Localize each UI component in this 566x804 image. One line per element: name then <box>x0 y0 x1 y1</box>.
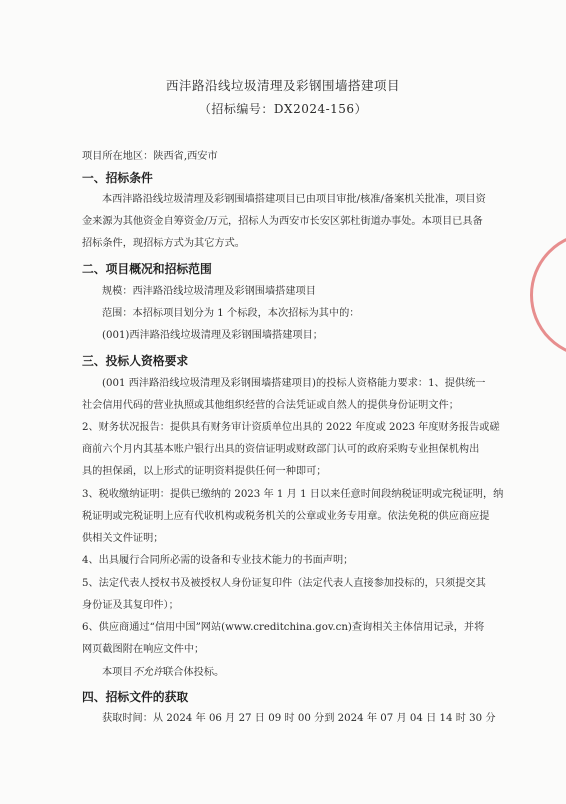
section-1-line: 本西沣路沿线垃圾清理及彩钢围墙搭建项目已由项目审批/核准/备案机关批准，项目资 <box>102 194 486 205</box>
section-1-line: 招标条件，现招标方式为其它方式。 <box>82 238 245 249</box>
document-title: 西沣路沿线垃圾清理及彩钢围墙搭建项目 <box>165 78 400 93</box>
section-3-line: 2、财务状况报告：提供具有财务审计资质单位出具的 2022 年度或 2023 年度财务报告或磋 <box>82 422 500 433</box>
tender-code: （招标编号：DX2024-156） <box>198 102 368 116</box>
section-3-line: 3、税收缴纳证明：提供已缴纳的 2023 年 1 月 1 日以来任意时间段纳税证明或完税证明，纳 <box>82 489 504 500</box>
section-3-line: 网页截图附在响应文件中； <box>82 644 205 655</box>
section-3-line: 社会信用代码的营业执照或其他组织经营的合法凭证或自然人的提供身份证明文件； <box>82 400 459 411</box>
official-seal <box>530 232 566 358</box>
section-heading-4: 四、招标文件的获取 <box>82 690 189 704</box>
section-heading-2: 二、项目概况和招标范围 <box>82 262 212 276</box>
section-3-line: 身份证及其复印件）； <box>82 600 179 611</box>
section-3-line: 5、法定代表人授权书及被授权人身份证复印件（法定代表人直接参加投标的，只须提交其 <box>82 578 486 589</box>
section-3-line: 具的担保函，以上形式的证明资料提供任何一种即可； <box>82 466 327 477</box>
consortium-prefix: 本项目 <box>102 667 133 678</box>
section-2-line: 范围：本招标项目划分为 1 个标段，本次招标为其中的： <box>102 308 360 319</box>
section-3-line: 6、供应商通过“信用中国”网站(www.creditchina.gov.cn)查询相关主体信用记录，并将 <box>82 622 485 633</box>
section-4-line: 获取时间：从 2024 年 06 月 27 日 09 时 00 分到 2024 年 07 月 04 日 14 时 30 分 <box>102 713 496 724</box>
section-3-line: (001 西沣路沿线垃圾清理及彩钢围墙搭建项目)的投标人资格能力要求：1、提供统一 <box>102 378 486 389</box>
section-2-line: (001)西沣路沿线垃圾清理及彩钢围墙搭建项目； <box>102 330 323 341</box>
section-1-line: 金来源为其他资金自筹资金/万元，招标人为西安市长安区郭杜街道办事处。本项目已具备 <box>82 216 483 227</box>
section-3-line: 税证明或完税证明上应有代收机构或税务机关的公章或业务专用章。依法免税的供应商应提 <box>82 511 490 522</box>
project-location: 项目所在地区：陕西省,西安市 <box>82 151 218 162</box>
consortium-emphasis: 不允许 <box>132 667 164 678</box>
section-heading-3: 三、投标人资格要求 <box>82 354 189 368</box>
section-3-line: 供相关文件证明； <box>82 533 164 544</box>
consortium-statement <box>102 666 224 680</box>
section-3-line: 商前六个月内其基本账户银行出具的资信证明或财政部门认可的政府采购专业担保机构出 <box>82 444 480 455</box>
section-2-line: 规模：西沣路沿线垃圾清理及彩钢围墙搭建项目 <box>102 286 316 297</box>
consortium-suffix: 联合体投标。 <box>163 667 225 678</box>
section-heading-1: 一、招标条件 <box>82 171 153 185</box>
section-3-line: 4、出具履行合同所必需的设备和专业技术能力的书面声明； <box>82 555 354 566</box>
